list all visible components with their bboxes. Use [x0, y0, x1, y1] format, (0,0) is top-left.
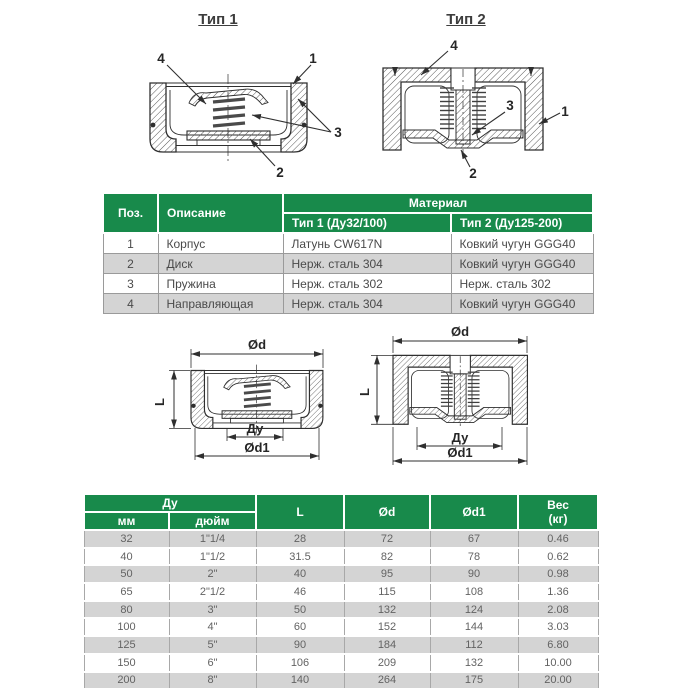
- type1-disc: [187, 131, 270, 140]
- col-header-od: Ød: [344, 494, 430, 530]
- type1-body: [150, 74, 307, 162]
- weight-unit: (кг): [548, 512, 568, 526]
- dims-row: [84, 601, 598, 619]
- callout-4: 4: [450, 38, 458, 53]
- cell-mm: 200: [84, 672, 169, 690]
- cell-od: 209: [344, 654, 430, 672]
- cell-type2: Ковкий чугун GGG40: [451, 294, 593, 314]
- cell-l: 31.5: [256, 548, 344, 566]
- dim-l-label: L: [152, 398, 167, 406]
- col-header-du: Ду: [84, 494, 256, 512]
- cell-inch: 6": [169, 654, 256, 672]
- type2-dimension-drawing: [357, 324, 542, 476]
- type2-body: [383, 68, 543, 154]
- cell-l: 140: [256, 672, 344, 690]
- type2-title: Тип 2: [446, 11, 486, 28]
- cell-l: 106: [256, 654, 344, 672]
- cell-od1: 175: [430, 672, 518, 690]
- cell-l: 46: [256, 583, 344, 601]
- cell-type1: Нерж. сталь 304: [283, 294, 451, 314]
- cell-od: 82: [344, 548, 430, 566]
- cell-od1: 132: [430, 654, 518, 672]
- cell-mm: 40: [84, 548, 169, 566]
- dims-row: [84, 618, 598, 636]
- dim-l-label: L: [357, 388, 372, 396]
- cell-inch: 1"1/2: [169, 548, 256, 566]
- cell-l: 60: [256, 618, 344, 636]
- dims-row: [84, 565, 598, 583]
- type1-spring: [213, 99, 245, 126]
- cell-od: 184: [344, 636, 430, 654]
- cell-od: 72: [344, 530, 430, 548]
- cell-pos: 2: [103, 254, 158, 274]
- type2-stem: [456, 90, 470, 144]
- type2-section-drawing: [375, 36, 580, 186]
- type2-body-small: [393, 355, 527, 426]
- col-header-type1: Тип 1 (Ду32/100): [283, 213, 451, 233]
- cell-mm: 100: [84, 618, 169, 636]
- cell-description: Пружина: [158, 274, 283, 294]
- weight-label: Вес: [547, 498, 569, 512]
- cell-od1: 78: [430, 548, 518, 566]
- col-header-description: Описание: [158, 193, 283, 233]
- cell-mm: 32: [84, 530, 169, 548]
- cell-weight: 1.36: [518, 583, 598, 601]
- cell-od1: 124: [430, 601, 518, 619]
- cell-type2: Ковкий чугун GGG40: [451, 254, 593, 274]
- callout-4: 4: [157, 51, 165, 66]
- col-header-inch: дюйм: [169, 512, 256, 530]
- col-header-type2: Тип 2 (Ду125-200): [451, 213, 593, 233]
- dims-row: [84, 636, 598, 654]
- col-header-pos: Поз.: [103, 193, 158, 233]
- col-header-od1: Ød1: [430, 494, 518, 530]
- type1-dimension-drawing: [148, 328, 333, 478]
- cell-pos: 1: [103, 233, 158, 254]
- cell-l: 90: [256, 636, 344, 654]
- cell-description: Диск: [158, 254, 283, 274]
- cell-inch: 2"1/2: [169, 583, 256, 601]
- cell-od: 115: [344, 583, 430, 601]
- cell-description: Корпус: [158, 233, 283, 254]
- cell-weight: 20.00: [518, 672, 598, 690]
- cell-od: 264: [344, 672, 430, 690]
- cell-l: 28: [256, 530, 344, 548]
- cell-mm: 150: [84, 654, 169, 672]
- dim-od1-label: Ød1: [244, 440, 270, 455]
- dim-du-label: Ду: [246, 421, 264, 436]
- cell-od1: 67: [430, 530, 518, 548]
- materials-row: [103, 294, 593, 314]
- callout-1: 1: [309, 51, 317, 66]
- dims-row: [84, 672, 598, 690]
- cell-weight: 0.46: [518, 530, 598, 548]
- materials-row: [103, 233, 593, 254]
- dims-row: [84, 583, 598, 601]
- dims-row: [84, 548, 598, 566]
- type1-guide: [189, 89, 268, 106]
- cell-weight: 0.62: [518, 548, 598, 566]
- cell-l: 50: [256, 601, 344, 619]
- cell-type1: Нерж. сталь 302: [283, 274, 451, 294]
- materials-row: [103, 274, 593, 294]
- cell-mm: 50: [84, 565, 169, 583]
- cell-pos: 3: [103, 274, 158, 294]
- cell-inch: 8": [169, 672, 256, 690]
- cell-od1: 90: [430, 565, 518, 583]
- cell-od: 152: [344, 618, 430, 636]
- cell-od1: 144: [430, 618, 518, 636]
- cell-type2: Нерж. сталь 302: [451, 274, 593, 294]
- callout-3: 3: [334, 125, 342, 140]
- cell-od1: 112: [430, 636, 518, 654]
- materials-row: [103, 254, 593, 274]
- cell-weight: 6.80: [518, 636, 598, 654]
- type1-section-drawing: [140, 36, 360, 186]
- callout-2: 2: [276, 165, 284, 180]
- dim-od-label: Ød: [247, 337, 267, 352]
- cell-type1: Нерж. сталь 304: [283, 254, 451, 274]
- cell-mm: 80: [84, 601, 169, 619]
- cell-inch: 2": [169, 565, 256, 583]
- col-header-l: L: [256, 494, 344, 530]
- cell-od: 95: [344, 565, 430, 583]
- callout-1: 1: [561, 104, 569, 119]
- callout-2: 2: [469, 166, 477, 181]
- dim-du-label: Ду: [451, 430, 469, 445]
- col-header-weight: [518, 494, 598, 530]
- cell-description: Направляющая: [158, 294, 283, 314]
- dim-od1-label: Ød1: [447, 445, 473, 460]
- cell-weight: 3.03: [518, 618, 598, 636]
- col-header-material: Материал: [283, 193, 593, 213]
- cell-inch: 4": [169, 618, 256, 636]
- cell-mm: 125: [84, 636, 169, 654]
- cell-od: 132: [344, 601, 430, 619]
- cell-od1: 108: [430, 583, 518, 601]
- dimensions-table: [83, 493, 599, 690]
- cell-pos: 4: [103, 294, 158, 314]
- cell-l: 40: [256, 565, 344, 583]
- dim-od-label: Ød: [450, 324, 470, 339]
- callout-3: 3: [506, 98, 514, 113]
- cell-type1: Латунь CW617N: [283, 233, 451, 254]
- seal-dot-left: [151, 123, 156, 128]
- cell-weight: 0.98: [518, 565, 598, 583]
- dims-row: [84, 654, 598, 672]
- materials-table: [102, 192, 594, 314]
- cell-weight: 2.08: [518, 601, 598, 619]
- col-header-mm: мм: [84, 512, 169, 530]
- cell-inch: 3": [169, 601, 256, 619]
- cell-mm: 65: [84, 583, 169, 601]
- cell-type2: Ковкий чугун GGG40: [451, 233, 593, 254]
- cell-weight: 10.00: [518, 654, 598, 672]
- cell-inch: 5": [169, 636, 256, 654]
- type1-title: Тип 1: [198, 11, 238, 28]
- dims-row: [84, 530, 598, 548]
- cell-inch: 1"1/4: [169, 530, 256, 548]
